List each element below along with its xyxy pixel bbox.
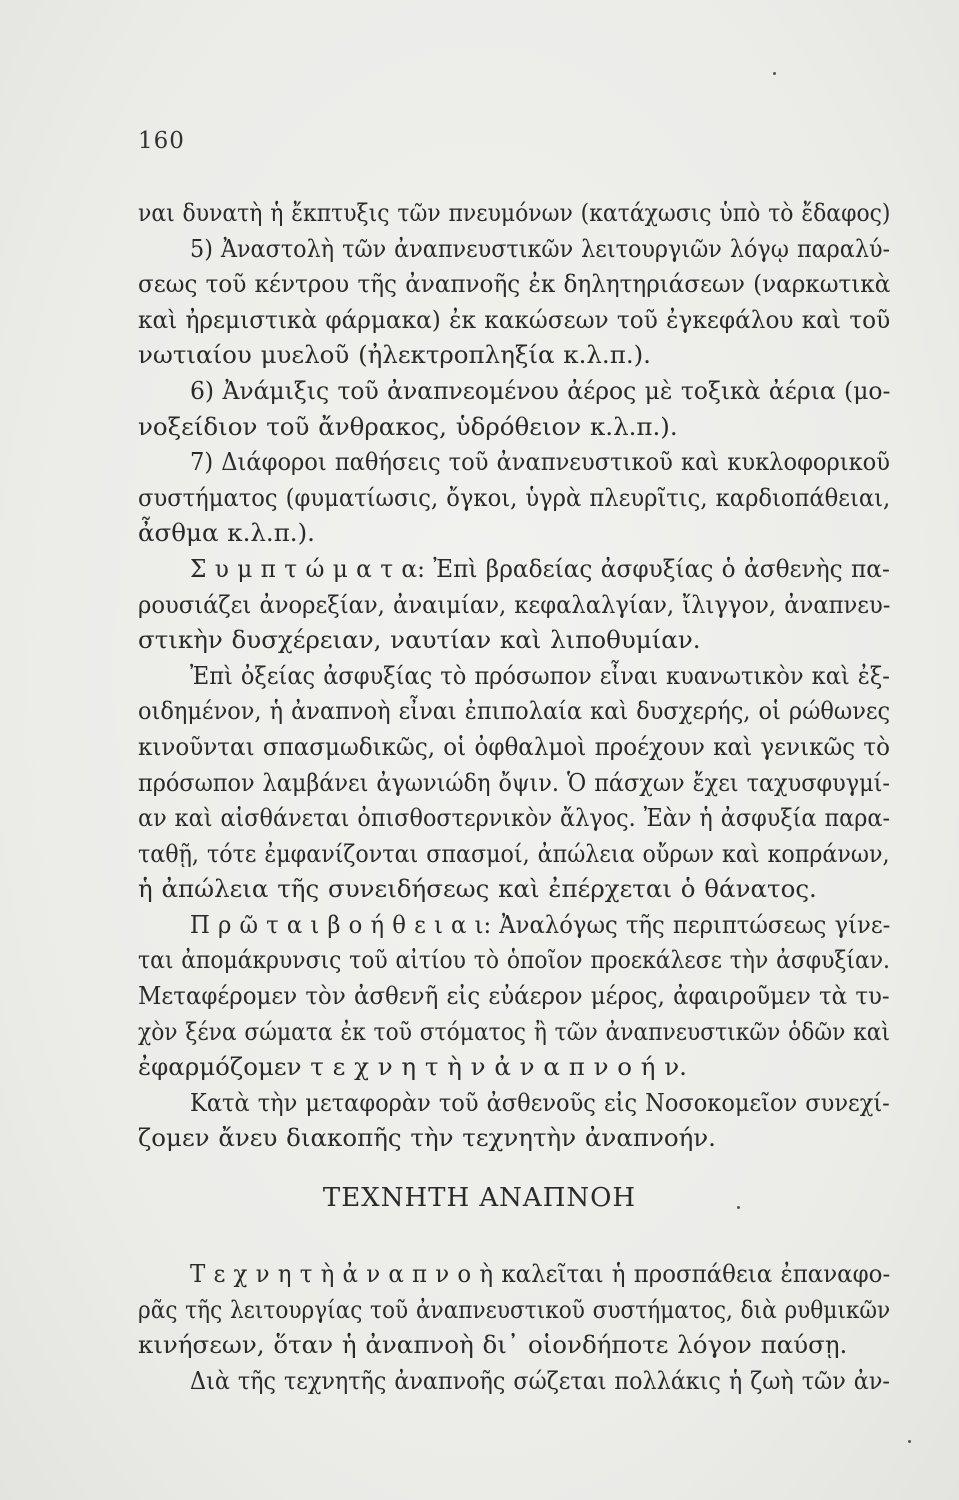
- text-line: ται ἀπομάκρυνσις τοῦ αἰτίου τὸ ὁποῖον προεκάλεσε τὴν ἀσφυξίαν.: [138, 945, 890, 975]
- section-text-block: [138, 1256, 890, 1398]
- text-line: σεως τοῦ κέντρου τῆς ἀναπνοῆς ἐκ δηλητηριάσεων (ναρκωτικὰ: [138, 269, 891, 299]
- text-line: ταθῇ, τότε ἐμφανίζονται σπασμοί, ἀπώλεια οὔρων καὶ κοπράνων,: [138, 838, 890, 868]
- text-line: κινήσεων, ὅταν ἡ ἀναπνοὴ δι᾽ οἱονδήποτε λόγον παύσῃ.: [138, 1330, 848, 1360]
- text-line: 6) Ἀνάμιξις τοῦ ἀναπνεομένου ἀέρος μὲ τοξικὰ ἀέρια (μο-: [190, 375, 891, 405]
- text-line: οιδημένον, ἡ ἀναπνοὴ εἶναι ἐπιπολαία καὶ δυσχερής, οἱ ρώθωνες: [138, 696, 891, 726]
- text-line: Διὰ τῆς τεχνητῆς ἀναπνοῆς σώζεται πολλάκις ἡ ζωὴ τῶν ἀν-: [190, 1365, 890, 1395]
- text-line: χὸν ξένα σώματα ἐκ τοῦ στόματος ἢ τῶν ἀναπνευστικῶν ὁδῶν καὶ: [138, 1016, 891, 1046]
- text-line: Μεταφέρομεν τὸν ἀσθενῆ εἰς εὐάερον μέρος, ἀφαιροῦμεν τὰ τυ-: [138, 981, 890, 1011]
- body-text-block: [138, 195, 890, 1156]
- text-line: Ἐπὶ ὀξείας ἀσφυξίας τὸ πρόσωπον εἶναι κυανωτικὸν καὶ ἐξ-: [190, 660, 890, 690]
- text-line: ἡ ἀπώλεια τῆς συνειδήσεως καὶ ἐπέρχεται ὁ θάνατος.: [138, 874, 817, 904]
- paper-speck: [773, 72, 776, 75]
- section-heading: ΤΕΧΝΗΤΗ ΑΝΑΠΝΟΗ: [322, 1183, 637, 1213]
- paper-speck: [737, 1206, 740, 1209]
- text-line: ρουσιάζει ἀνορεξίαν, ἀναιμίαν, κεφαλαλγίαν, ἴλιγγον, ἀναπνευ-: [138, 589, 891, 619]
- text-line: νωτιαίου μυελοῦ (ἠλεκτροπληξία κ.λ.π.).: [138, 340, 651, 370]
- text-line: καὶ ἠρεμιστικὰ φάρμακα) ἐκ κακώσεων τοῦ ἐγκεφάλου καὶ τοῦ: [138, 304, 891, 334]
- text-line: ζομεν ἄνευ διακοπῆς τὴν τεχνητὴν ἀναπνοήν.: [138, 1123, 716, 1153]
- text-line: ἐφαρμόζομεν τ ε χ ν η τ ὴ ν ἀ ν α π ν ο ή ν.: [138, 1052, 687, 1082]
- paper-speck: [908, 1440, 911, 1443]
- text-line: Κατὰ τὴν μεταφορὰν τοῦ ἀσθενοῦς εἰς Νοσοκομεῖον συνεχί-: [190, 1087, 890, 1117]
- text-line: 5) Ἀναστολὴ τῶν ἀναπνευστικῶν λειτουργιῶν λόγῳ παραλύ-: [190, 233, 891, 263]
- text-line: αν καὶ αἰσθάνεται ὀπισθοστερνικὸν ἄλγος. Ἐὰν ἡ ἀσφυξία παρα-: [138, 803, 891, 833]
- text-line: κινοῦνται σπασμωδικῶς, οἱ ὀφθαλμοὶ προέχουν καὶ γενικῶς τὸ: [138, 731, 891, 761]
- text-line: ρᾶς τῆς λειτουργίας τοῦ ἀναπνευστικοῦ συστήματος, διὰ ρυθμικῶν: [138, 1294, 891, 1324]
- text-line: πρόσωπον λαμβάνει ἀγωνιώδη ὄψιν. Ὁ πάσχων ἔχει ταχυσφυγμί-: [138, 767, 890, 797]
- text-line: νοξείδιον τοῦ ἄνθρακος, ὑδρόθειον κ.λ.π.).: [138, 411, 678, 441]
- text-line: ἆσθμα κ.λ.π.).: [138, 518, 315, 548]
- text-line: 7) Διάφοροι παθήσεις τοῦ ἀναπνευστικοῦ καὶ κυκλοφορικοῦ: [190, 447, 890, 477]
- text-line: συστήματος (φυματίωσις, ὄγκοι, ὑγρὰ πλευρῖτις, καρδιοπάθειαι,: [138, 482, 891, 512]
- page-number: 160: [138, 128, 185, 154]
- symptoms-paragraph-start: Σ υ μ π τ ώ μ α τ α: Ἐπὶ βραδείας ἀσφυξίας ὁ ἀσθενὴς πα-: [190, 553, 890, 583]
- first-aid-paragraph-start: Π ρ ῶ τ α ι β ο ή θ ε ι α ι: Ἀναλόγως τῆς περιπτώσεως γίνε-: [190, 909, 891, 939]
- text-line: ναι δυνατὴ ἡ ἔκπτυξις τῶν πνευμόνων (κατάχωσις ὑπὸ τὸ ἔδαφος): [138, 198, 891, 227]
- definition-paragraph-start: Τ ε χ ν η τ ὴ ἀ ν α π ν ο ὴ καλεῖται ἡ προσπάθεια ἐπαναφο-: [190, 1259, 891, 1288]
- text-line: στικὴν δυσχέρειαν, ναυτίαν καὶ λιποθυμίαν.: [138, 625, 701, 655]
